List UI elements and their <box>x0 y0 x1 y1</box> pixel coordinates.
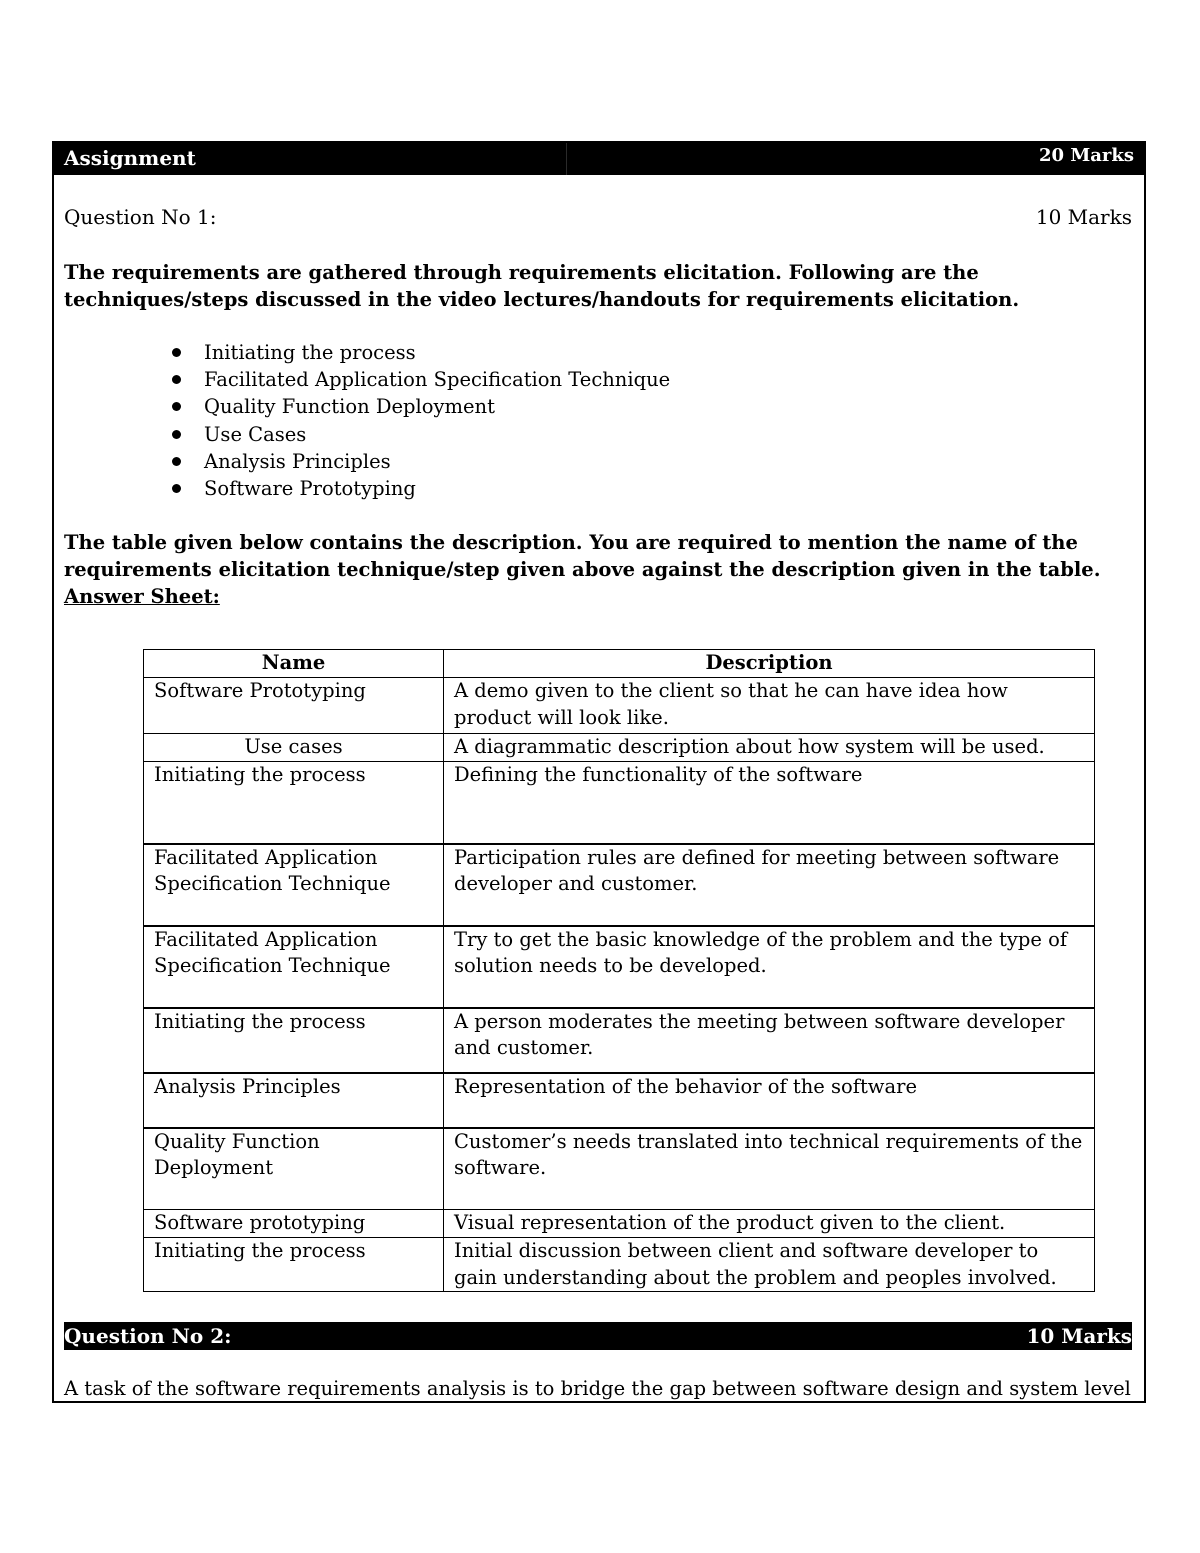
name-cell: Initiating the process <box>144 1238 444 1292</box>
name-column-header: Name <box>144 650 444 678</box>
name-cell: Software Prototyping <box>144 678 444 734</box>
answer-sheet-label: Answer Sheet: <box>64 585 220 608</box>
assignment-title: Assignment <box>64 146 196 170</box>
question-2-text: A task of the software requirements analysis is to bridge the gap between software design and system level <box>64 1377 1131 1400</box>
table-header-row <box>144 650 1095 678</box>
bullet-icon <box>172 375 181 384</box>
list-item: Software Prototyping <box>204 475 670 502</box>
question-2-heading <box>64 1322 1132 1350</box>
list-item: Analysis Principles <box>204 448 670 475</box>
description-cell: Try to get the basic knowledge of the problem and the type of solution needs to be developed. <box>444 926 1095 1008</box>
description-cell: Initial discussion between client and software developer to gain understanding about the problem and peoples involved. <box>444 1238 1095 1292</box>
question-1-marks: 10 Marks <box>1035 205 1132 229</box>
description-cell: Defining the functionality of the software <box>444 762 1095 844</box>
description-cell: A demo given to the client so that he can have idea how product will look like. <box>444 678 1095 734</box>
list-item: Quality Function Deployment <box>204 393 670 420</box>
name-cell: Facilitated Application Specification Technique <box>144 844 444 926</box>
table-row <box>144 926 1095 1008</box>
description-cell: A diagrammatic description about how system will be used. <box>444 734 1095 762</box>
description-cell: A person moderates the meeting between software developer and customer. <box>444 1008 1095 1073</box>
table-row <box>144 1238 1095 1292</box>
answer-table <box>143 649 1095 1292</box>
bullet-icon <box>172 457 181 466</box>
table-row <box>144 1073 1095 1128</box>
name-cell: Quality Function Deployment <box>144 1128 444 1210</box>
table-row <box>144 734 1095 762</box>
assignment-marks: 20 Marks <box>1039 145 1134 166</box>
table-row <box>144 762 1095 844</box>
assignment-header <box>54 143 1144 175</box>
list-item: Facilitated Application Specification Technique <box>204 366 670 393</box>
assignment-frame <box>52 141 1146 1403</box>
bullet-icon <box>172 348 181 357</box>
table-row <box>144 1008 1095 1073</box>
list-item: Use Cases <box>204 421 670 448</box>
question-1-intro: The requirements are gathered through requirements elicitation. Following are the techniques/steps discussed in the video lectures/handouts for requirements elicitation. <box>64 261 1020 311</box>
question-1-instruction: The table given below contains the description. You are required to mention the name of the requirements elicitation technique/step given above against the description given in the table. <box>64 531 1101 581</box>
name-cell: Facilitated Application Specification Technique <box>144 926 444 1008</box>
question-1-heading <box>64 205 1132 229</box>
description-cell: Participation rules are defined for meeting between software developer and customer. <box>444 844 1095 926</box>
question-1-label: Question No 1: <box>64 205 217 229</box>
bullet-icon <box>172 484 181 493</box>
table-row <box>144 844 1095 926</box>
name-cell: Analysis Principles <box>144 1073 444 1128</box>
techniques-list <box>204 339 670 502</box>
list-item: Initiating the process <box>204 339 670 366</box>
header-divider <box>566 143 567 175</box>
question-2-label: Question No 2: <box>64 1324 232 1348</box>
question-2-marks: 10 Marks <box>1026 1324 1132 1348</box>
description-cell: Visual representation of the product given to the client. <box>444 1210 1095 1238</box>
table-row <box>144 1210 1095 1238</box>
name-cell: Initiating the process <box>144 1008 444 1073</box>
bullet-icon <box>172 402 181 411</box>
description-cell: Customer’s needs translated into technical requirements of the software. <box>444 1128 1095 1210</box>
table-row <box>144 678 1095 734</box>
bullet-icon <box>172 430 181 439</box>
name-cell: Initiating the process <box>144 762 444 844</box>
description-column-header: Description <box>444 650 1095 678</box>
name-cell: Software prototyping <box>144 1210 444 1238</box>
table-row <box>144 1128 1095 1210</box>
description-cell: Representation of the behavior of the software <box>444 1073 1095 1128</box>
name-cell: Use cases <box>144 734 444 762</box>
